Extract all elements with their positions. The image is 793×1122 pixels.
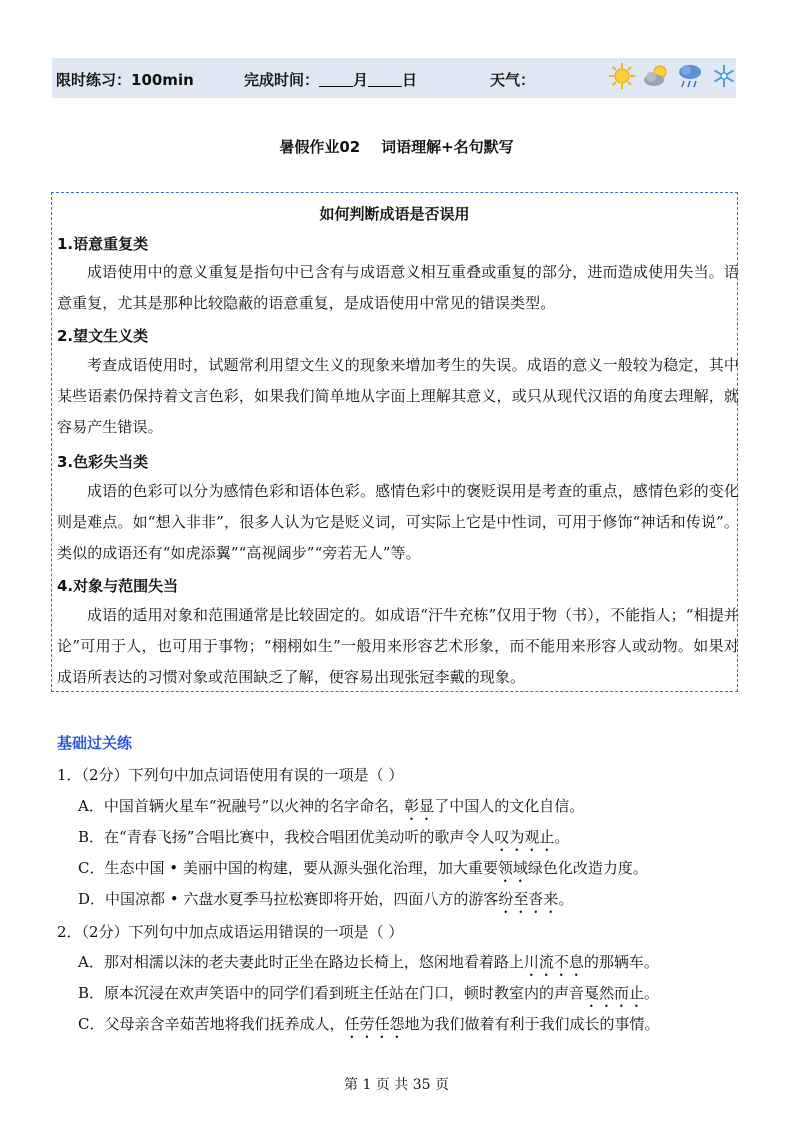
answer-option: C．生态中国 • 美丽中国的构建，要从源头强化治理，加大重要领域绿色化改造力度。	[78, 859, 648, 877]
answer-option: B．原本沉浸在欢声笑语中的同学们看到班主任站在门口，顿时教室内的声音戛然而止。	[78, 984, 660, 1002]
section-body: 成语的适用对象和范围通常是比较固定的。如成语“汗牛充栋”仅用于物（书），不能指人；“相提并论”可用于人，也可用于事物；“栩栩如生”一般用来形容艺术形象，而不能用来形容人或动物。如果对成语所表达的习惯对象或范围缺乏了解，便容易出现张冠李戴的现象。	[57, 606, 739, 686]
month-blank	[319, 71, 353, 87]
tip-box-title: 如何判断成语是否误用	[319, 205, 470, 223]
section-body: 成语使用中的意义重复是指句中已含有与成语意义相互重叠或重复的部分，进而造成使用失当。语意重复，尤其是那种比较隐蔽的语意重复，是成语使用中常见的错误类型。	[57, 263, 739, 312]
answer-option: A．那对相濡以沫的老夫妻此时正坐在路边长椅上，悠闲地看着路上川流不息的那辆车。	[78, 953, 659, 971]
tip-box	[51, 192, 738, 692]
section-body: 考查成语使用时，试题常利用望文生义的现象来增加考生的失误。成语的意义一般较为稳定，其中某些语素仍保持着文言色彩，如果我们简单地从字面上理解其意义，或只从现代汉语的角度去理解，就容易产生错误。	[57, 356, 739, 436]
completion-time	[244, 69, 417, 90]
marked-word: 任劳任怨	[344, 1015, 405, 1033]
answer-option: C．父母亲含辛茹苦地将我们抚养成人，任劳任怨地为我们做着有利于我们成长的事情。	[78, 1015, 660, 1033]
header-bar	[52, 58, 736, 98]
section-heading: 3.色彩失当类	[57, 453, 149, 471]
sun-icon	[608, 62, 636, 90]
section-label: 基础过关练	[57, 734, 133, 752]
day-blank	[368, 71, 402, 87]
section-heading: 4.对象与范围失当	[57, 577, 179, 595]
marked-word: 领域	[497, 859, 528, 877]
snow-icon	[710, 62, 738, 90]
section-heading: 1.语意重复类	[57, 235, 149, 253]
month-label: 月	[353, 71, 369, 89]
answer-option: A．中国首辆火星车“祝融号”以火神的名字命名，彰显了中国人的文化自信。	[78, 797, 585, 815]
rain-icon	[676, 62, 704, 90]
question-stem: 2．（2分）下列句中加点成语运用错误的一项是（ ）	[57, 923, 404, 941]
completion-label: 完成时间：	[244, 71, 320, 89]
answer-option: B．在“青春飞扬”合唱比赛中，我校合唱团优美动听的歌声令人叹为观止。	[78, 828, 570, 846]
section-heading: 2.望文生义类	[57, 327, 149, 345]
cloudy-icon	[642, 62, 670, 90]
marked-word: 纷至沓来	[498, 890, 559, 908]
question-stem: 1．（2分）下列句中加点词语使用有误的一项是（ ）	[57, 766, 404, 784]
document-title: 暑假作业02 词语理解+名句默写	[279, 138, 514, 156]
day-label: 日	[402, 71, 418, 89]
weather-icons	[608, 62, 738, 90]
answer-option: D．中国凉都 • 六盘水夏季马拉松赛即将开始，四面八方的游客纷至沓来。	[78, 890, 574, 908]
page-footer: 第 1 页 共 35 页	[344, 1077, 449, 1093]
weather-label: 天气：	[490, 71, 536, 89]
marked-word: 戛然而止	[584, 984, 645, 1002]
marked-word: 川流不息	[523, 953, 584, 971]
time-limit: 限时练习：100min	[56, 71, 194, 89]
marked-word: 彰显	[404, 797, 435, 815]
marked-word: 叹为观止	[494, 828, 555, 846]
section-body: 成语的色彩可以分为感情色彩和语体色彩。感情色彩中的褒贬误用是考查的重点，感情色彩的变化则是难点。如“想入非非”，很多人认为它是贬义词，可实际上它是中性词，可用于修饰“神话和传说”。类似的成语还有“如虎添翼”“高视阔步”“旁若无人”等。	[57, 482, 739, 562]
